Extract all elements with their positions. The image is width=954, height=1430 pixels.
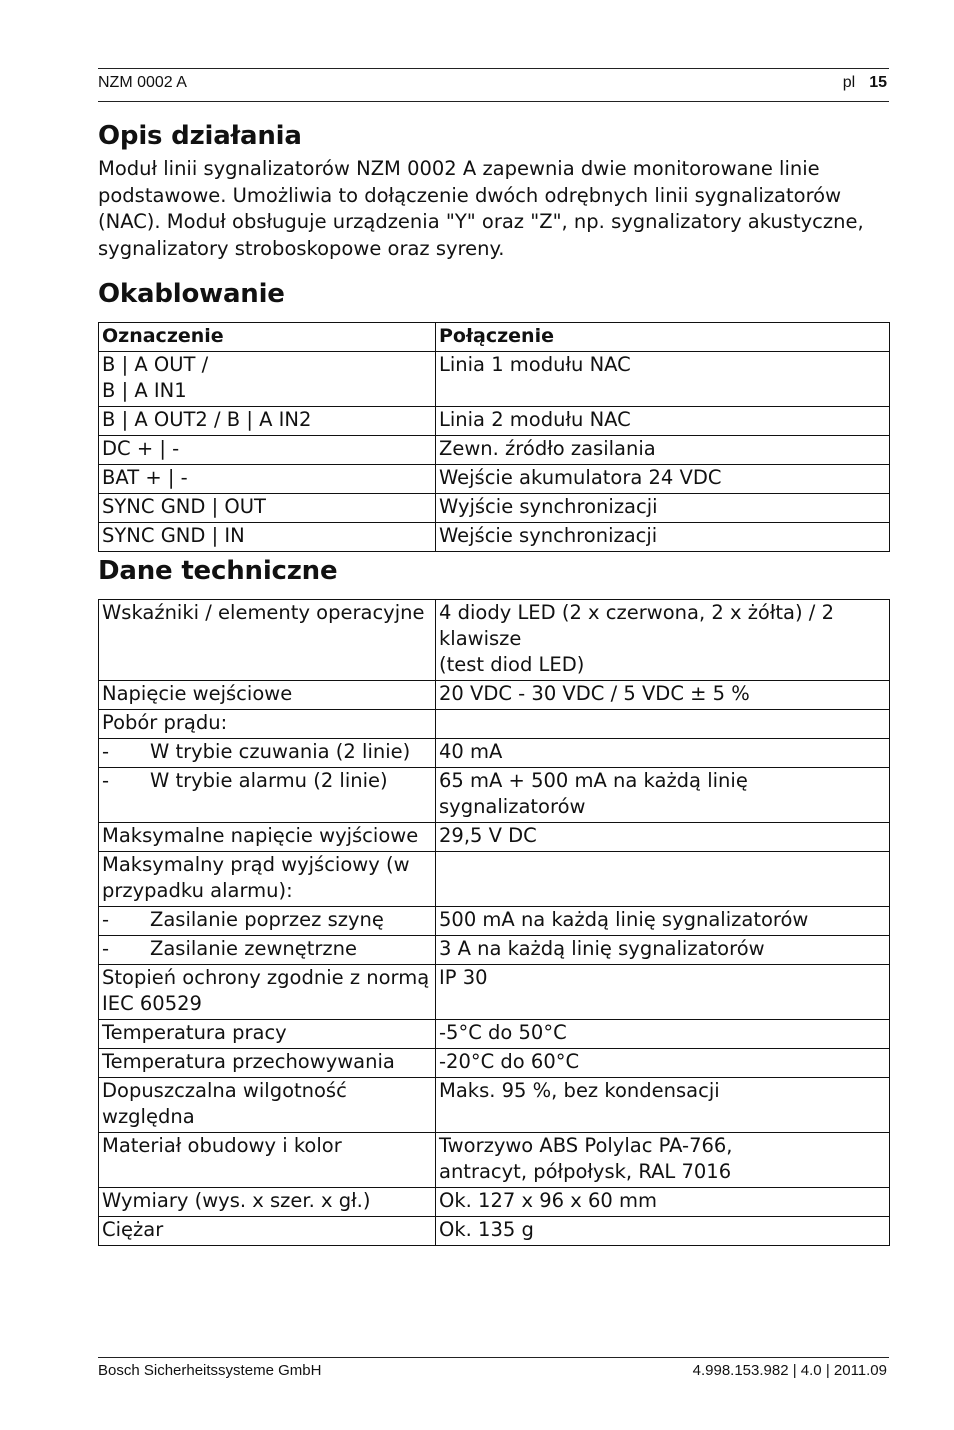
spec-value: 65 mA + 500 mA na każdą linię sygnalizatorów [436,768,890,823]
spec-value [436,852,890,907]
spec-label-text: W trybie alarmu (2 linie) [150,769,388,792]
spec-label: Wskaźniki / elementy operacyjne [99,600,436,681]
page-number: 15 [869,74,887,91]
spec-label-text: W trybie czuwania (2 linie) [150,740,411,763]
bullet-dash: - [102,908,110,931]
terminal-cell: SYNC GND | IN [99,523,436,552]
page-footer [98,1357,889,1379]
spec-label: Ciężar [99,1217,436,1246]
spec-label [99,936,436,965]
table-row [99,407,890,436]
table-row [99,907,890,936]
spec-value: 4 diody LED (2 x czerwona, 2 x żółta) / 2 klawisze [439,601,834,650]
connection-cell: Wejście akumulatora 24 VDC [436,465,890,494]
spec-value: Ok. 135 g [436,1217,890,1246]
footer-company: Bosch Sicherheitssysteme GmbH [98,1362,322,1379]
terminal-label: B | A OUT / [102,353,209,376]
table-row [99,1020,890,1049]
footer-doc-info: 4.998.153.982 | 4.0 | 2011.09 [692,1362,887,1379]
page-header [98,68,889,102]
spec-value [436,710,890,739]
spec-label: Pobór prądu: [99,710,436,739]
spec-label [99,768,436,823]
spec-label [99,907,436,936]
spec-value: 40 mA [436,739,890,768]
bullet-dash: - [102,769,110,792]
spec-value: Ok. 127 x 96 x 60 mm [436,1188,890,1217]
table-row [99,965,890,1020]
spec-label: Temperatura przechowywania [99,1049,436,1078]
terminal-cell: SYNC GND | OUT [99,494,436,523]
spec-value: 500 mA na każdą linię sygnalizatorów [436,907,890,936]
table-row [99,936,890,965]
terminal-cell: DC + | - [99,436,436,465]
spec-label-text: Zasilanie zewnętrzne [150,937,358,960]
spec-label [99,739,436,768]
spec-label: Wymiary (wys. x szer. x gł.) [99,1188,436,1217]
spec-value-note: antracyt, półpołysk, RAL 7016 [439,1160,732,1183]
table-row [99,1049,890,1078]
terminal-cell: B | A OUT2 / B | A IN2 [99,407,436,436]
table-row [99,523,890,552]
specs-table [98,599,890,1246]
spec-value: -20°C do 60°C [436,1049,890,1078]
spec-label: Maksymalne napięcie wyjściowe [99,823,436,852]
spec-label: Temperatura pracy [99,1020,436,1049]
wiring-table [98,322,890,552]
table-row [99,465,890,494]
table-row [99,436,890,465]
connection-cell: Linia 2 modułu NAC [436,407,890,436]
header-doc-id: NZM 0002 A [98,74,187,91]
header-language: pl [842,74,856,91]
table-row [99,1188,890,1217]
connection-cell: Wejście synchronizacji [436,523,890,552]
bullet-dash: - [102,740,110,763]
spec-label: Napięcie wejściowe [99,681,436,710]
spec-label: Stopień ochrony zgodnie z normą IEC 60529 [99,965,436,1020]
table-row [99,739,890,768]
table-row [99,852,890,907]
table-row [99,681,890,710]
spec-value-cell [436,600,890,681]
table-row [99,352,890,407]
table-row [99,1217,890,1246]
section-title-description: Opis działania [98,121,302,151]
spec-value-note: (test diod LED) [439,653,585,676]
terminal-label: B | A IN1 [102,379,187,402]
spec-label-text: Zasilanie poprzez szynę [150,908,384,931]
spec-value: IP 30 [436,965,890,1020]
connection-cell: Zewn. źródło zasilania [436,436,890,465]
table-row [99,494,890,523]
spec-label: Maksymalny prąd wyjściowy (w przypadku alarmu): [99,852,436,907]
bullet-dash: - [102,937,110,960]
connection-cell: Linia 1 modułu NAC [436,352,890,407]
table-row [99,1078,890,1133]
table-row [99,1133,890,1188]
spec-value-cell [436,1133,890,1188]
terminal-cell: BAT + | - [99,465,436,494]
section-title-specs: Dane techniczne [98,556,338,586]
table-row [99,768,890,823]
table-header-row [99,323,890,352]
spec-value: Maks. 95 %, bez kondensacji [436,1078,890,1133]
table-row [99,710,890,739]
header-right [843,74,887,92]
terminal-cell [99,352,436,407]
description-paragraph: Moduł linii sygnalizatorów NZM 0002 A zapewnia dwie monitorowane linie podstawowe. Umożliwia to dołączenie dwóch odrębnych linii sygnalizatorów (NAC). Moduł obsługuje urządzenia "Y" oraz "Z", np. sygnalizatory akustyczne, sygnalizatory stroboskopowe oraz syreny. [98,157,864,260]
spec-label: Materiał obudowy i kolor [99,1133,436,1188]
table-row [99,823,890,852]
spec-value: 20 VDC - 30 VDC / 5 VDC ± 5 % [436,681,890,710]
spec-value: 29,5 V DC [436,823,890,852]
spec-value: 3 A na każdą linię sygnalizatorów [436,936,890,965]
section-title-wiring: Okablowanie [98,279,285,309]
table-row [99,600,890,681]
column-header: Oznaczenie [99,323,436,352]
column-header: Połączenie [436,323,890,352]
spec-value: Tworzywo ABS Polylac PA-766, [439,1134,733,1157]
connection-cell: Wyjście synchronizacji [436,494,890,523]
spec-value: -5°C do 50°C [436,1020,890,1049]
spec-label: Dopuszczalna wilgotność względna [99,1078,436,1133]
